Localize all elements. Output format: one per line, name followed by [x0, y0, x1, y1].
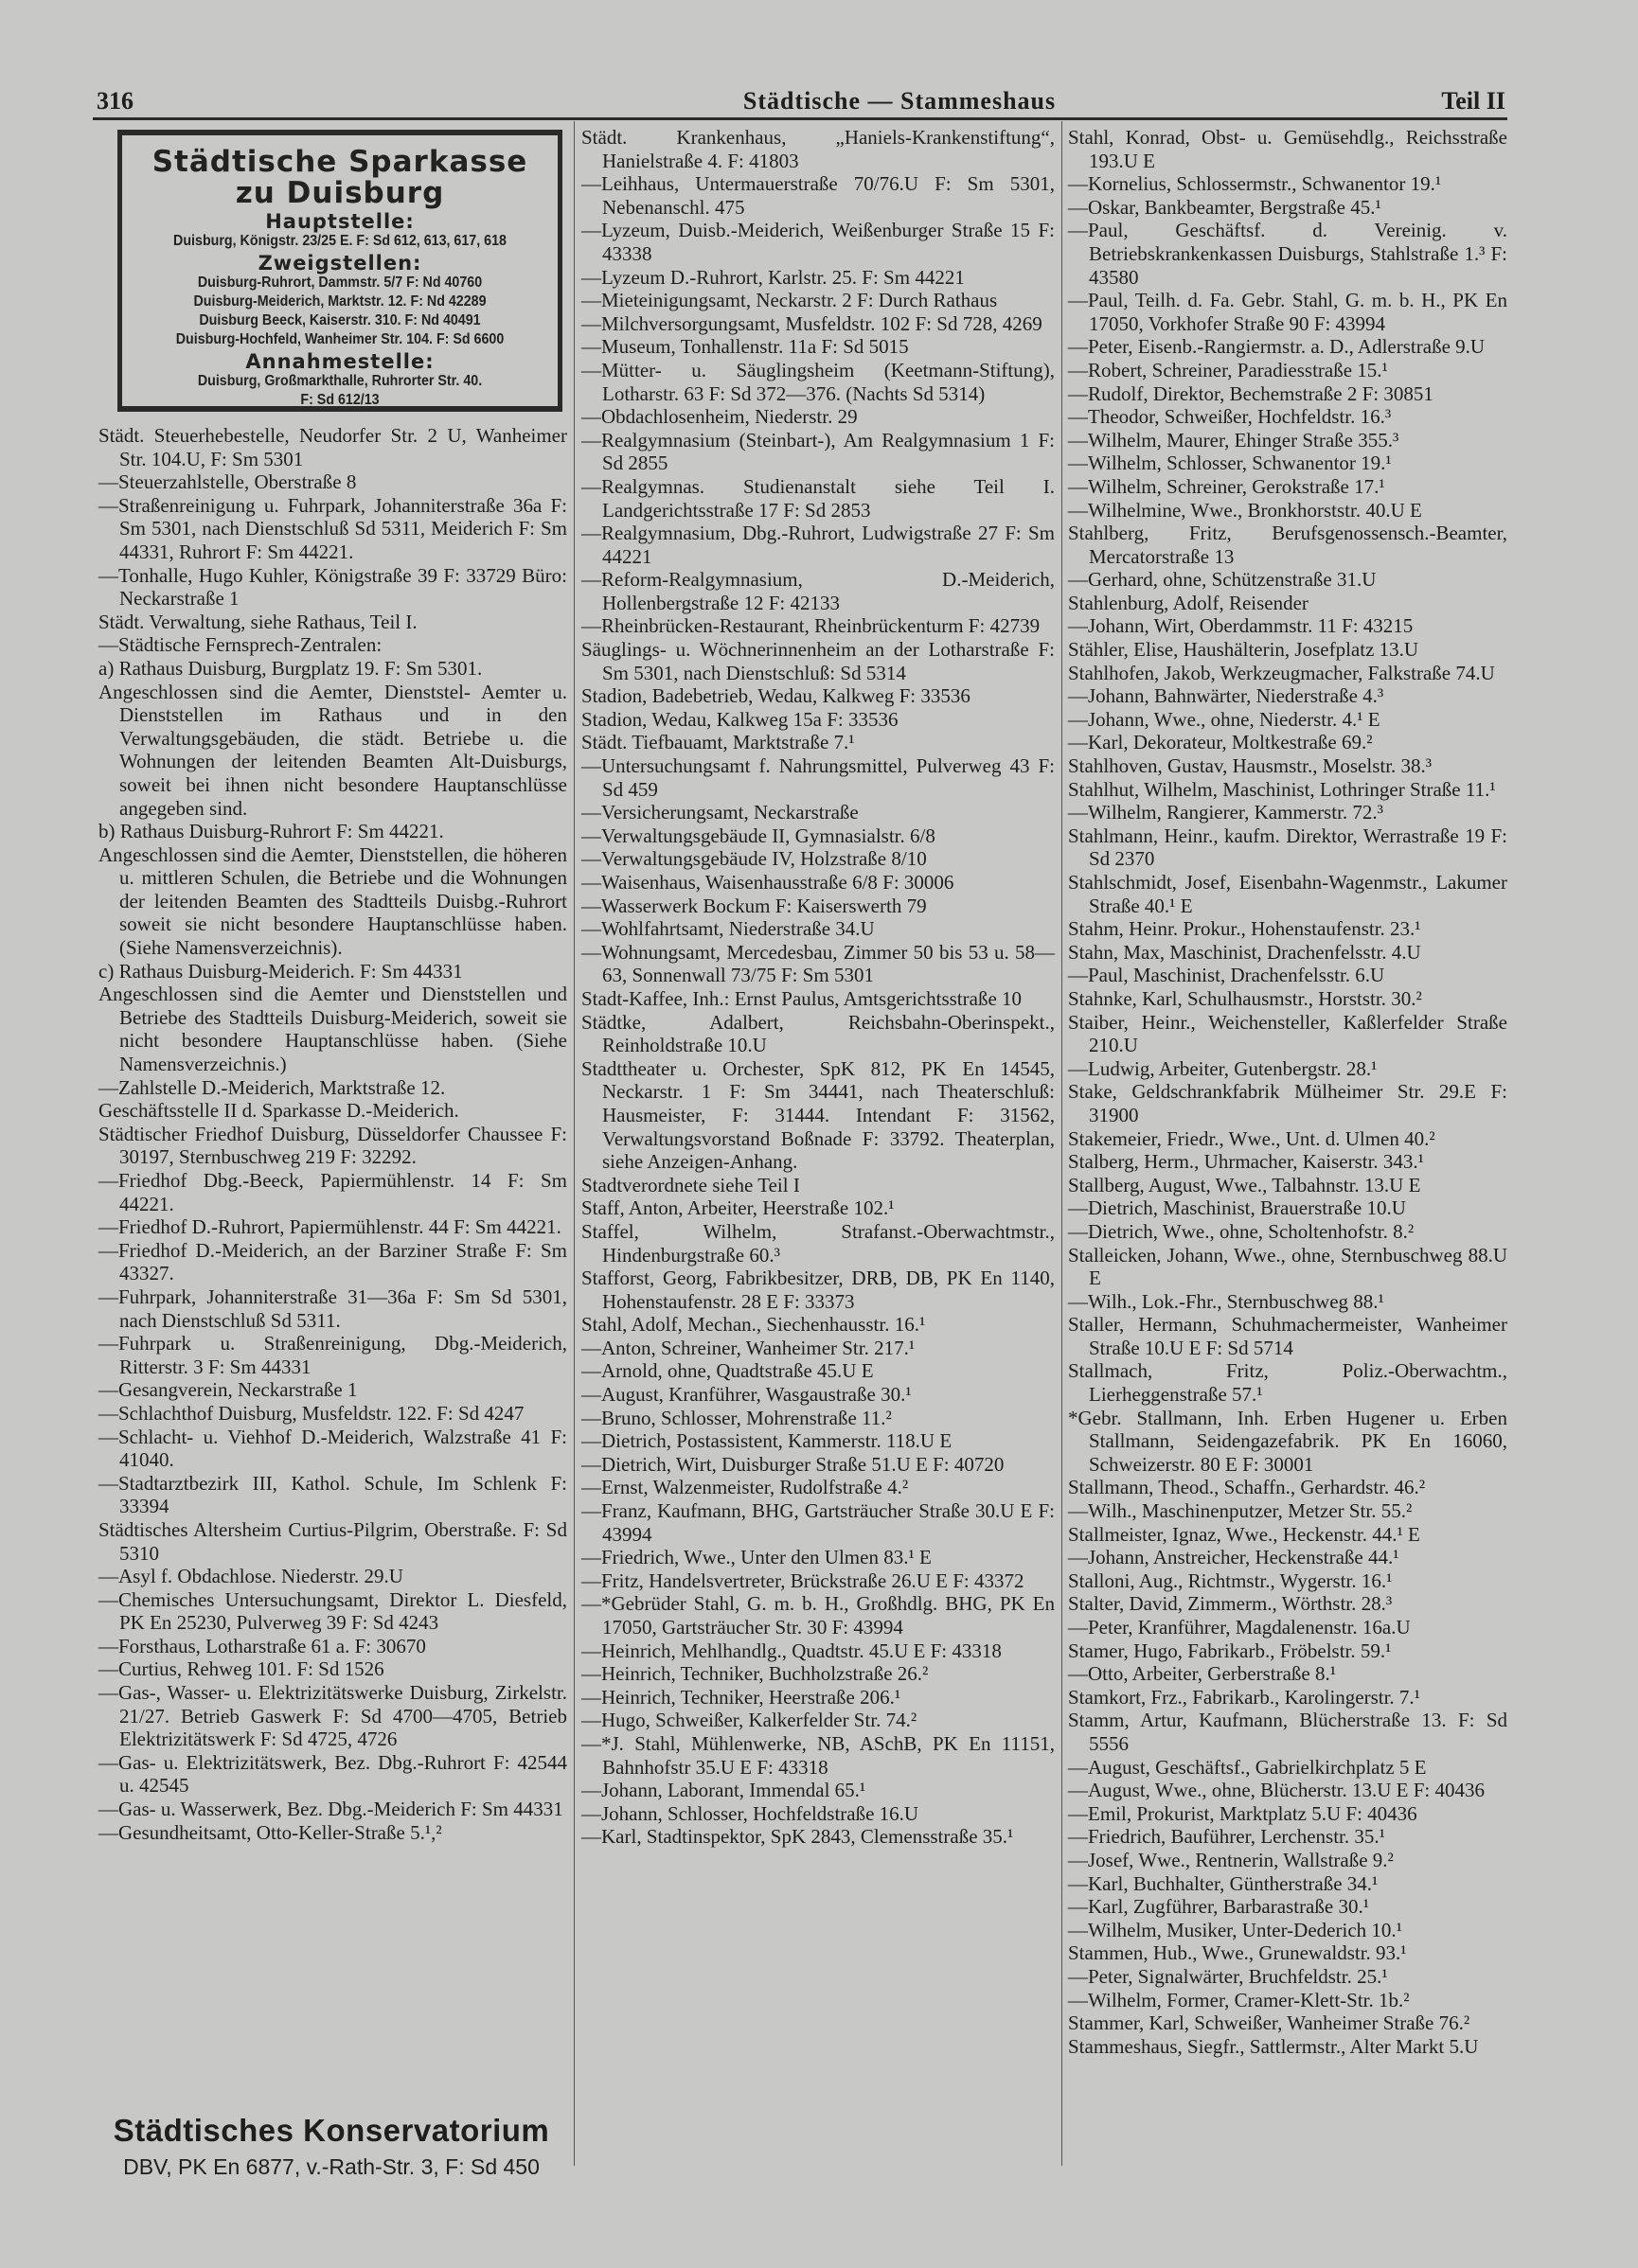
directory-entry: Stahnke, Karl, Schulhausmstr., Horststr. 30.²	[1068, 986, 1422, 1010]
directory-entry: —Rheinbrücken-Restaurant, Rheinbrückenturm F: 42739	[581, 614, 1041, 638]
part-label: Teil II	[1441, 87, 1505, 115]
directory-entry: *Gebr. Stallmann, Inh. Erben Hugener u. Erben Stallmann, Seidengazefabrik. PK En 16060, Schweizerstr. 80 E F: 30001	[1068, 1406, 1507, 1476]
directory-entry: Stahm, Heinr. Prokur., Hohenstaufenstr. 23.¹	[1068, 917, 1421, 941]
directory-entry: —Museum, Tonhallenstr. 11a F: Sd 5015	[581, 335, 909, 359]
directory-entry: —Fuhrpark u. Straßenreinigung, Dbg.-Meiderich, Ritterstr. 3 F: Sm 44331	[98, 1332, 567, 1378]
directory-entry: —Friedhof Dbg.-Beeck, Papiermühlenstr. 14 F: Sm 44221.	[98, 1169, 567, 1215]
directory-entry: —Wohnungsamt, Mercedesbau, Zimmer 50 bis 53 u. 58—63, Sonnenwall 73/75 F: Sm 5301	[581, 940, 1055, 987]
directory-entry: —Leihhaus, Untermauerstraße 70/76.U F: Sm 5301, Nebenanschl. 475	[581, 172, 1055, 219]
directory-entry: —Mieteinigungsamt, Neckarstr. 2 F: Durch Rathaus	[581, 289, 998, 312]
directory-entry: Stammen, Hub., Wwe., Grunewaldstr. 93.¹	[1068, 1941, 1407, 1965]
directory-entry: Städtke, Adalbert, Reichsbahn-Oberinspekt., Reinholdstraße 10.U	[581, 1010, 1055, 1057]
directory-entry: a) Rathaus Duisburg, Burgplatz 19. F: Sm 5301.	[98, 656, 483, 680]
directory-entry: Stadttheater u. Orchester, SpK 812, PK En 14545, Neckarstr. 1 F: Sm 34441, nach Theaterschluß: Hausmeister, F: 31444. Intendant F: 31562, Verwaltungsvorstand Boßnade F: 33792. Theaterplan, siehe Anzeigen-Anhang.	[581, 1056, 1055, 1174]
directory-entry: Stalloni, Aug., Richtmstr., Wygerstr. 16.¹	[1068, 1568, 1393, 1592]
directory-entry: —Gas- u. Elektrizitätswerk, Bez. Dbg.-Ruhrort F: 42544 u. 42545	[98, 1750, 567, 1798]
directory-entry: —Emil, Prokurist, Marktplatz 5.U F: 40436	[1068, 1801, 1417, 1825]
running-title: Städtische — Stammeshaus	[742, 87, 1057, 115]
directory-entry: —Wohlfahrtsamt, Niederstraße 34.U	[581, 917, 875, 941]
directory-entry: Stähler, Elise, Haushälterin, Josefplatz 13.U	[1068, 638, 1419, 662]
column-divider	[574, 121, 575, 2166]
directory-entry: —Friedrich, Bauführer, Lerchenstr. 35.¹	[1068, 1825, 1385, 1849]
directory-entry: c) Rathaus Duisburg-Meiderich. F: Sm 44331	[98, 959, 463, 983]
ad-title: zu Duisburg	[235, 176, 445, 210]
directory-entry: —Reform-Realgymnasium, D.-Meiderich, Hollenbergstraße 12 F: 42133	[581, 568, 1055, 614]
directory-entry: Stallberg, August, Wwe., Talbahnstr. 13.U E	[1068, 1173, 1421, 1196]
directory-entry: —August, Geschäftsf., Gabrielkirchplatz 5 E	[1068, 1755, 1427, 1779]
directory-entry: Stadion, Wedau, Kalkweg 15a F: 33536	[581, 707, 899, 731]
ad-heading: Hauptstelle:	[265, 210, 415, 233]
directory-entry: —Städtische Fernsprech-Zentralen:	[98, 633, 383, 657]
directory-entry: —Peter, Kranführer, Magdalenenstr. 16a.U	[1068, 1616, 1411, 1639]
directory-entry: Stahlenburg, Adolf, Reisender	[1068, 591, 1309, 614]
directory-entry: —Gas-, Wasser- u. Elektrizitätswerke Duisburg, Zirkelstr. 21/27. Betrieb Gaswerk F: Sd 4700—4705, Betrieb Elektrizitätswerk F: Sd 4725, 4726	[98, 1681, 567, 1751]
directory-entry: —Oskar, Bankbeamter, Bergstraße 45.¹	[1068, 195, 1381, 219]
directory-entry: Angeschlossen sind die Aemter und Dienststellen und Betriebe des Stadtteils Duisburg-Meiderich, soweit sie nicht besondere Hauptanschlüsse haben. (Siehe Namensverzeichnis.)	[98, 983, 567, 1076]
directory-entry: —Wilhelm, Musiker, Unter-Dederich 10.¹	[1068, 1918, 1402, 1941]
ad-line: DBV, PK En 6877, v.-Rath-Str. 3, F: Sd 450	[123, 2154, 540, 2179]
directory-entry: —Heinrich, Techniker, Heerstraße 206.¹	[581, 1685, 901, 1709]
directory-entry: —Peter, Eisenb.-Rangiermstr. a. D., Adlerstraße 9.U	[1068, 335, 1486, 359]
directory-entry: —Stadtarztbezirk III, Kathol. Schule, Im Schlenk F: 33394	[98, 1471, 567, 1518]
directory-entry: —Chemisches Untersuchungsamt, Direktor L. Diesfeld, PK En 25230, Pulverweg 39 F: Sd 4243	[98, 1587, 567, 1635]
directory-entry: Stamer, Hugo, Fabrikarb., Fröbelstr. 59.¹	[1068, 1639, 1392, 1662]
directory-entry: —Lyzeum, Duisb.-Meiderich, Weißenburger Straße 15 F: 43338	[581, 219, 1055, 265]
directory-entry: Stakemeier, Friedr., Wwe., Unt. d. Ulmen 40.²	[1068, 1126, 1435, 1150]
directory-entry: —Obdachlosenheim, Niederstr. 29	[581, 405, 858, 429]
ad-line: Duisburg-Meiderich, Marktstr. 12. F: Nd 42289	[193, 293, 487, 310]
directory-entry: —Arnold, ohne, Quadtstraße 45.U E	[581, 1359, 874, 1383]
directory-entry: —Josef, Wwe., Rentnerin, Wallstraße 9.²	[1068, 1848, 1394, 1871]
directory-entry: Stahlhofen, Jakob, Werkzeugmacher, Falkstraße 74.U	[1068, 661, 1495, 684]
directory-entry: —Paul, Geschäftsf. d. Vereinig. v. Betriebskrankenkassen Duisburgs, Stahlstraße 1.³ F: 43580	[1068, 219, 1507, 289]
directory-entry: —Mütter- u. Säuglingsheim (Keetmann-Stiftung), Lotharstr. 63 F: Sd 372—376. (Nachts Sd 5314)	[581, 358, 1055, 405]
directory-entry: —Schlacht- u. Viehhof D.-Meiderich, Walzstraße 41 F: 41040.	[98, 1425, 567, 1472]
directory-entry: —Rudolf, Direktor, Bechemstraße 2 F: 30851	[1068, 381, 1433, 405]
directory-entry: —Realgymnasium, Dbg.-Ruhrort, Ludwigstraße 27 F: Sm 44221	[581, 522, 1055, 568]
directory-entry: —Dietrich, Postassistent, Kammerstr. 118.U E	[581, 1429, 953, 1453]
directory-entry: —Dietrich, Wwe., ohne, Scholtenhofstr. 8.²	[1068, 1219, 1415, 1243]
directory-entry: Städtischer Friedhof Duisburg, Düsseldorfer Chaussee F: 30197, Sternbuschweg 219 F: 32292.	[98, 1122, 567, 1169]
directory-entry: —Wilhelm, Maurer, Ehinger Straße 355.³	[1068, 428, 1399, 452]
directory-entry: —Friedrich, Wwe., Unter den Ulmen 83.¹ E	[581, 1546, 932, 1569]
directory-entry: —Realgymnasium (Steinbart-), Am Realgymnasium 1 F: Sd 2855	[581, 428, 1055, 475]
directory-entry: —Steuerzahlstelle, Oberstraße 8	[98, 470, 357, 494]
directory-entry: —Kornelius, Schlossermstr., Schwanentor 19.¹	[1068, 172, 1442, 196]
directory-entry: —Johann, Anstreicher, Heckenstraße 44.¹	[1068, 1546, 1399, 1569]
directory-entry: —Robert, Schreiner, Paradiesstraße 15.¹	[1068, 358, 1388, 381]
column-divider	[1061, 121, 1062, 2166]
directory-entry: —Gesangverein, Neckarstraße 1	[98, 1378, 358, 1402]
directory-entry: Stahn, Max, Maschinist, Drachenfelsstr. 4.U	[1068, 940, 1421, 964]
directory-entry: —Wilhelm, Rangierer, Kammerstr. 72.³	[1068, 801, 1383, 824]
directory-entry: Staffel, Wilhelm, Strafanst.-Oberwachtmstr., Hindenburgstraße 60.³	[581, 1219, 1055, 1267]
ad-heading: Zweigstellen:	[258, 252, 422, 275]
directory-entry: —Versicherungsamt, Neckarstraße	[581, 801, 859, 824]
directory-entry: —Johann, Wwe., ohne, Niederstr. 4.¹ E	[1068, 707, 1380, 731]
directory-entry: —Zahlstelle D.-Meiderich, Marktstraße 12.	[98, 1075, 446, 1099]
column-right	[1068, 126, 1507, 2058]
directory-entry: —Karl, Buchhalter, Güntherstraße 34.¹	[1068, 1871, 1379, 1895]
directory-entry: —Waisenhaus, Waisenhausstraße 6/8 F: 30006	[581, 871, 954, 894]
directory-entry: Stallmeister, Ignaz, Wwe., Heckenstr. 44.¹ E	[1068, 1522, 1420, 1546]
directory-entry: Geschäftsstelle II d. Sparkasse D.-Meiderich.	[98, 1099, 459, 1123]
directory-entry: —Asyl f. Obdachlose. Niederstr. 29.U	[98, 1565, 403, 1588]
directory-entry: —Hugo, Schweißer, Kalkerfelder Str. 74.²	[581, 1709, 917, 1732]
ad-line: Duisburg-Hochfeld, Wanheimer Str. 104. F: Sd 6600	[175, 331, 505, 347]
directory-entry: Stallmach, Fritz, Poliz.-Oberwachtm., Lierheggenstraße 57.¹	[1068, 1359, 1507, 1407]
directory-entry: —Paul, Maschinist, Drachenfelsstr. 6.U	[1068, 964, 1385, 987]
directory-entry: —Gas- u. Wasserwerk, Bez. Dbg.-Meiderich F: Sm 44331	[98, 1798, 563, 1821]
directory-entry: —Gesundheitsamt, Otto-Keller-Straße 5.¹,²	[98, 1820, 442, 1844]
directory-entry: Stahlberg, Fritz, Berufsgenossensch.-Beamter, Mercatorstraße 13	[1068, 522, 1507, 568]
directory-entry: —Friedhof D.-Meiderich, an der Barziner Straße F: Sm 43327.	[98, 1238, 567, 1285]
directory-entry: —Verwaltungsgebäude II, Gymnasialstr. 6/8	[581, 824, 935, 847]
directory-entry: —August, Kranführer, Wasgaustraße 30.¹	[581, 1383, 912, 1407]
directory-entry: Städt. Krankenhaus, „Haniels-Krankenstiftung“, Hanielstraße 4. F: 41803	[581, 126, 1055, 172]
ad-line: Duisburg Beeck, Kaiserstr. 310. F: Nd 40491	[199, 312, 481, 328]
directory-entry: Stallmann, Theod., Schaffn., Gerhardstr. 46.²	[1068, 1476, 1426, 1499]
directory-entry: —Anton, Schreiner, Wanheimer Str. 217.¹	[581, 1336, 916, 1359]
directory-entry: —Schlachthof Duisburg, Musfeldstr. 122. F: Sd 4247	[98, 1401, 525, 1425]
directory-entry: —Wilhelmine, Wwe., Bronkhorststr. 40.U E	[1068, 498, 1422, 522]
ad-line: F: Sd 612/13	[300, 392, 380, 408]
directory-entry: —Dietrich, Wirt, Duisburger Straße 51.U E F: 40720	[581, 1452, 1005, 1476]
directory-entry: —Straßenreinigung u. Fuhrpark, Johanniterstraße 36a F: Sm 5301, nach Dienstschluß Sd 5311, Meiderich F: Sm 44331, Ruhrort F: Sm 44221.	[98, 493, 567, 563]
ad-heading: Annahmestelle:	[245, 350, 435, 373]
directory-entry: —*Gebrüder Stahl, G. m. b. H., Großhdlg. BHG, PK En 17050, Gartsträucher Str. 30 F: 43994	[581, 1592, 1055, 1639]
directory-entry: —Johann, Wirt, Oberdammstr. 11 F: 43215	[1068, 614, 1414, 638]
directory-entry: Angeschlossen sind die Aemter, Dienststellen, die höheren u. mittleren Schulen, die Betriebe und die Wohnungen der leitenden Beamten des Stadtteils Duisbg.-Ruhrort soweit sie nicht besondere Hauptanschlüsse haben. (Siehe Namensverzeichnis).	[98, 842, 567, 960]
directory-entry: Stake, Geldschrankfabrik Mülheimer Str. 29.E F: 31900	[1068, 1080, 1507, 1126]
ad-title: Städtische Sparkasse	[151, 145, 528, 179]
directory-entry: —Theodor, Schweißer, Hochfeldstr. 16.³	[1068, 405, 1392, 429]
directory-entry: —Wilhelm, Schlosser, Schwanentor 19.¹	[1068, 452, 1392, 475]
directory-entry: —Paul, Teilh. d. Fa. Gebr. Stahl, G. m. b. H., PK En 17050, Vorkhofer Straße 90 F: 43994	[1068, 289, 1507, 335]
directory-entry: —Peter, Signalwärter, Bruchfeldstr. 25.¹	[1068, 1964, 1388, 1988]
directory-entry: Stahl, Konrad, Obst- u. Gemüsehdlg., Reichsstraße 193.U E	[1068, 126, 1507, 172]
directory-entry: —Gerhard, ohne, Schützenstraße 31.U	[1068, 568, 1377, 592]
directory-entry: —Milchversorgungsamt, Musfeldstr. 102 F: Sd 728, 4269	[581, 311, 1042, 335]
directory-entry: Städtisches Altersheim Curtius-Pilgrim, Oberstraße. F: Sd 5310	[98, 1517, 567, 1565]
sparkasse-advertisement	[117, 130, 562, 412]
directory-entry: —Forsthaus, Lotharstraße 61 a. F: 30670	[98, 1634, 426, 1657]
directory-entry: —Johann, Laborant, Immendal 65.¹	[581, 1779, 866, 1802]
directory-entry: Städt. Tiefbauamt, Marktstraße 7.¹	[581, 731, 855, 754]
directory-entry: Stafforst, Georg, Fabrikbesitzer, DRB, DB, PK En 1140, Hohenstaufenstr. 28 E F: 33373	[581, 1267, 1055, 1313]
konservatorium-advertisement	[95, 2113, 568, 2180]
directory-entry: Säuglings- u. Wöchnerinnenheim an der Lotharstraße F: Sm 5301, nach Dienstschluß: Sd 5314	[581, 638, 1055, 684]
directory-entry: —Heinrich, Mehlhandlg., Quadtstr. 45.U E F: 43318	[581, 1639, 1002, 1662]
directory-entry: —Heinrich, Techniker, Buchholzstraße 26.²	[581, 1662, 929, 1686]
directory-entry: Stahlmann, Heinr., kaufm. Direktor, Werrastraße 19 F: Sd 2370	[1068, 824, 1507, 871]
directory-entry: —Fritz, Handelsvertreter, Brückstraße 26.U E F: 43372	[581, 1568, 1024, 1592]
directory-entry: —Curtius, Rehweg 101. F: Sd 1526	[98, 1657, 384, 1681]
column-left	[98, 424, 567, 1844]
directory-entry: —Otto, Arbeiter, Gerberstraße 8.¹	[1068, 1662, 1337, 1686]
directory-entry: —Friedhof D.-Ruhrort, Papiermühlenstr. 44 F: Sm 44221.	[98, 1215, 561, 1239]
directory-entry: —Wilh., Lok.-Fhr., Sternbuschweg 88.¹	[1068, 1289, 1384, 1313]
directory-entry: Staiber, Heinr., Weichensteller, Kaßlerfelder Straße 210.U	[1068, 1010, 1507, 1057]
page-number: 316	[97, 87, 134, 115]
directory-entry: Städt. Steuerhebestelle, Neudorfer Str. 2 U, Wanheimer Str. 104.U, F: Sm 5301	[98, 424, 567, 470]
directory-entry: —Dietrich, Maschinist, Brauerstraße 10.U	[1068, 1196, 1406, 1220]
directory-entry: Stamkort, Frz., Fabrikarb., Karolingerstr. 7.¹	[1068, 1685, 1420, 1709]
directory-entry: —Wasserwerk Bockum F: Kaiserswerth 79	[581, 894, 927, 917]
header-rule	[93, 117, 1507, 120]
directory-entry: Stalberg, Herm., Uhrmacher, Kaiserstr. 343.¹	[1068, 1150, 1424, 1174]
directory-entry: Staller, Hermann, Schuhmachermeister, Wanheimer Straße 10.U E F: Sd 5714	[1068, 1313, 1507, 1359]
directory-entry: —August, Wwe., ohne, Blücherstr. 13.U E F: 40436	[1068, 1779, 1485, 1802]
directory-entry: —Bruno, Schlosser, Mohrenstraße 11.²	[581, 1406, 892, 1429]
directory-entry: —Johann, Bahnwärter, Niederstraße 4.³	[1068, 684, 1384, 708]
directory-entry: Stammeshaus, Siegfr., Sattlermstr., Alter Markt 5.U	[1068, 2034, 1479, 2058]
directory-entry: —Karl, Zugführer, Barbarastraße 30.¹	[1068, 1895, 1369, 1919]
directory-entry: —Franz, Kaufmann, BHG, Gartsträucher Straße 30.U E F: 43994	[581, 1499, 1055, 1546]
directory-entry: Stammer, Karl, Schweißer, Wanheimer Straße 76.²	[1068, 2011, 1470, 2035]
directory-entry: —Johann, Schlosser, Hochfeldstraße 16.U	[581, 1801, 919, 1825]
directory-entry: Stalleicken, Johann, Wwe., ohne, Sternbuschweg 88.U E	[1068, 1243, 1507, 1290]
directory-entry: —*J. Stahl, Mühlenwerke, NB, ASchB, PK En 11151, Bahnhofstr 35.U E F: 43318	[581, 1731, 1055, 1779]
directory-entry: Stahlhut, Wilhelm, Maschinist, Lothringer Straße 11.¹	[1068, 777, 1496, 801]
directory-entry: —Karl, Dekorateur, Moltkestraße 69.²	[1068, 731, 1373, 754]
directory-entry: Städt. Verwaltung, siehe Rathaus, Teil I.	[98, 610, 418, 633]
ad-line: Duisburg, Großmarkthalle, Ruhrorter Str. 40.	[197, 373, 483, 389]
directory-entry: —Realgymnas. Studienanstalt siehe Teil I. Landgerichtsstraße 17 F: Sd 2853	[581, 474, 1055, 522]
directory-entry: Stadt-Kaffee, Inh.: Ernst Paulus, Amtsgerichtsstraße 10	[581, 986, 1023, 1010]
directory-entry: —Lyzeum D.-Ruhrort, Karlstr. 25. F: Sm 44221	[581, 265, 965, 289]
directory-entry: —Wilhelm, Schreiner, Gerokstraße 17.¹	[1068, 474, 1385, 498]
directory-entry: Stadtverordnete siehe Teil I	[581, 1173, 800, 1196]
directory-entry: Angeschlossen sind die Aemter, Dienststel- Aemter u. Dienststellen im Rathaus und in den Verwaltungsgebäuden, die städt. Betriebe u. die Wohnungen der leitenden Beamten Alt-Duisburgs, soweit bei ihnen nicht besondere Hauptanschlüsse angegeben sind.	[98, 680, 567, 820]
column-middle	[581, 126, 1055, 1849]
directory-entry: —Verwaltungsgebäude IV, Holzstraße 8/10	[581, 847, 927, 871]
directory-entry: —Untersuchungsamt f. Nahrungsmittel, Pulverweg 43 F: Sd 459	[581, 754, 1055, 801]
directory-entry: Stamm, Artur, Kaufmann, Blücherstraße 13. F: Sd 5556	[1068, 1709, 1507, 1755]
directory-entry: Stahl, Adolf, Mechan., Siechenhausstr. 16.¹	[581, 1313, 926, 1337]
directory-entry: Stadion, Badebetrieb, Wedau, Kalkweg F: 33536	[581, 684, 970, 708]
directory-entry: —Wilh., Maschinenputzer, Metzer Str. 55.²	[1068, 1499, 1413, 1523]
directory-entry: —Ludwig, Arbeiter, Gutenbergstr. 28.¹	[1068, 1056, 1378, 1080]
directory-entry: b) Rathaus Duisburg-Ruhrort F: Sm 44221.	[98, 820, 444, 843]
directory-entry: —Fuhrpark, Johanniterstraße 31—36a F: Sm Sd 5301, nach Dienstschluß Sd 5311.	[98, 1285, 567, 1332]
directory-entry: —Ernst, Walzenmeister, Rudolfstraße 4.²	[581, 1476, 909, 1499]
directory-entry: Stalter, David, Zimmerm., Wörthstr. 28.³	[1068, 1592, 1393, 1616]
directory-entry: —Tonhalle, Hugo Kuhler, Königstraße 39 F: 33729 Büro: Neckarstraße 1	[98, 563, 567, 611]
directory-entry: —Karl, Stadtinspektor, SpK 2843, Clemensstraße 35.¹	[581, 1825, 1014, 1849]
directory-entry: Stahlhoven, Gustav, Hausmstr., Moselstr. 38.³	[1068, 754, 1433, 778]
ad-title: Städtisches Konservatorium	[113, 2113, 550, 2148]
directory-entry: Stahlschmidt, Josef, Eisenbahn-Wagenmstr., Lakumer Straße 40.¹ E	[1068, 871, 1507, 917]
ad-line: Duisburg-Ruhrort, Dammstr. 5/7 F: Nd 40760	[197, 275, 483, 291]
directory-entry: —Wilhelm, Former, Cramer-Klett-Str. 1b.²	[1068, 1988, 1410, 2011]
directory-entry: Staff, Anton, Arbeiter, Heerstraße 102.¹	[581, 1196, 895, 1220]
ad-line: Duisburg, Königstr. 23/25 E. F: Sd 612, 613, 617, 618	[173, 233, 507, 249]
